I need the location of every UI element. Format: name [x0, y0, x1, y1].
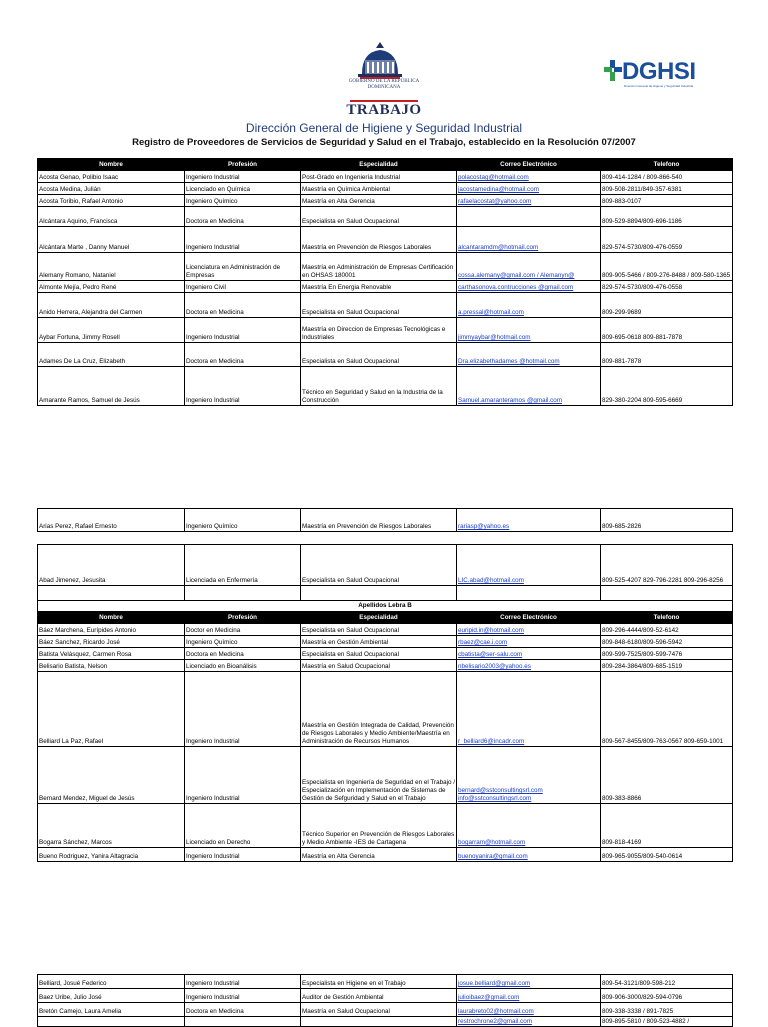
cell-telefono: 809-695-0618 809-881-7878: [601, 318, 733, 343]
email-link[interactable]: rafaelacostat@yahoo.com: [457, 195, 601, 207]
cell-telefono: 809-284-3864/809-685-1519: [601, 660, 733, 672]
cell-telefono: 809-818-4169: [601, 804, 733, 848]
cell-telefono: 809-525-4207 829-796-2281 809-296-8256: [601, 545, 733, 586]
cell-telefono: 809-567-8455/809-763-0567 809-659-1001: [601, 672, 733, 747]
email-link[interactable]: polacostag@hotmail.com: [457, 171, 601, 183]
email-link[interactable]: alcantaramdm@hotmail.com: [457, 227, 601, 253]
cell-telefono: 829-574-5730/809-476-0558: [601, 281, 733, 293]
cell-profesion: Ingeniero Químico: [185, 509, 301, 532]
cell-especialidad: Maestría en Gestión Ambiental: [301, 636, 457, 648]
email-link[interactable]: rbaez@cae.i.com: [457, 636, 601, 648]
table-row: [38, 183, 733, 195]
column-header-profesion: Profesión: [185, 159, 301, 171]
table-row: [38, 545, 733, 586]
cell-especialidad: Especialista en Salud Ocupacional: [301, 624, 457, 636]
cell-especialidad: Maestría en Prevención de Riesgos Laborales: [301, 509, 457, 532]
cell-profesion: Doctora en Medicina: [185, 648, 301, 660]
table-row: [38, 747, 733, 804]
cell-profesion: Ingeniero Industrial: [185, 171, 301, 183]
email-link[interactable]: restrochrone2@gmail.com: [457, 1017, 601, 1027]
table-row: [38, 253, 733, 281]
cell-nombre: Anido Herrera, Alejandra del Carmen: [38, 293, 185, 318]
cell-telefono: 809-414-1284 / 809-866-540: [601, 171, 733, 183]
cell-nombre: Amarante Ramos, Samuel de Jesús: [38, 367, 185, 406]
table-row: [38, 804, 733, 848]
cell-nombre: [38, 1017, 185, 1027]
email-link[interactable]: bogarram@hotmail.com: [457, 804, 601, 848]
dghsi-logo-subtitle: Dirección General de Higiene y Seguridad Industrial: [624, 84, 694, 88]
cell-profesion: Licenciado en Química: [185, 183, 301, 195]
table-row: [38, 636, 733, 648]
table-row: [38, 343, 733, 367]
cell-nombre: Bogarra Sánchez, Marcos: [38, 804, 185, 848]
email-link[interactable]: r_belliard6@incadr.com: [457, 672, 601, 747]
cell-telefono: 809-508-2811/849-357-6381: [601, 183, 733, 195]
table-row: [38, 207, 733, 227]
email-link[interactable]: jimmyaybar@hotmail.com: [457, 318, 601, 343]
cell-nombre: Acosta Medina, Julián: [38, 183, 185, 195]
cell-telefono: 809-599-7525/809-599-7476: [601, 648, 733, 660]
table-row: [38, 1017, 733, 1027]
cell-telefono: 809-881-7878: [601, 343, 733, 367]
cell-profesion: Ingeniero Industrial: [185, 989, 301, 1003]
cell-telefono: 809-905-5466 / 809-276-8488 / 809-580-1365: [601, 253, 733, 281]
cell-nombre: Almonte Mejía, Pedro René: [38, 281, 185, 293]
email-link[interactable]: julioibaez@gmail.com: [457, 989, 601, 1003]
cell-nombre: Batista Velásquez, Carmen Rosa: [38, 648, 185, 660]
cell-especialidad: Especialista en Salud Ocupacional: [301, 293, 457, 318]
email-link[interactable]: cossa.alemany@gmail.com / Alemanyn@: [457, 253, 601, 281]
table-row: [38, 1003, 733, 1017]
cell-nombre: Belisario Batista, Nelson: [38, 660, 185, 672]
cell-telefono: 809-338-3338 / 891-7825: [601, 1003, 733, 1017]
cell-nombre: Adames De La Cruz, Elizabeth: [38, 343, 185, 367]
email-link[interactable]: a.pressal@hotmail.com: [457, 293, 601, 318]
email-link[interactable]: bernard@sstconsultingsrl.com info@sstconsultingsrl.com: [457, 747, 601, 804]
table-row: [38, 281, 733, 293]
cell-telefono: 809-296-4444/809-52-6142: [601, 624, 733, 636]
cell-profesion: Ingeniero Industrial: [185, 367, 301, 406]
cell-especialidad: Auditor de Gestión Ambiental: [301, 989, 457, 1003]
cell-profesion: Ingeniero Industrial: [185, 672, 301, 747]
cell-especialidad: Maestría en Química Ambiental: [301, 183, 457, 195]
cell-profesion: Ingeniero Industrial: [185, 747, 301, 804]
column-header-profesion: Profesión: [185, 612, 301, 624]
email-link[interactable]: carthasonova.contrucciones @gmail.com: [457, 281, 601, 293]
table-row: [38, 367, 733, 406]
cell-especialidad: Técnico en Seguridad y Salud en la Industria de la Construcción: [301, 367, 457, 406]
table-row: [38, 648, 733, 660]
cell-telefono: 809-965-9055/809-540-0614: [601, 848, 733, 862]
cell-telefono: 809-383-8866: [601, 747, 733, 804]
table-row: [38, 989, 733, 1003]
email-link[interactable]: cbatista@ser-salu.com: [457, 648, 601, 660]
email-link[interactable]: nbelisario2003@yahoo.es: [457, 660, 601, 672]
cell-especialidad: Especialista en Salud Ocupacional: [301, 648, 457, 660]
cell-especialidad: Maestría en Gestión Integrada de Calidad, Prevención de Riesgos Laborales y Medio Ambiente/Maestría en Administración de Recursos Humanos: [301, 672, 457, 747]
column-header-especialidad: Especialidad: [301, 612, 457, 624]
table-header-row: [38, 159, 733, 171]
email-link[interactable]: josue.belliard@gmail.com: [457, 975, 601, 989]
column-header-correo: Correo Electrónico: [457, 159, 601, 171]
cell-profesion: Ingeniero Químico: [185, 195, 301, 207]
table-spacer-row: [38, 586, 733, 601]
email-link[interactable]: buenoyanira@gmail.com: [457, 848, 601, 862]
cell-telefono: 809-529-8894/809-696-1186: [601, 207, 733, 227]
cell-telefono: 809-883-0107: [601, 195, 733, 207]
cell-especialidad: Maestría en Salud Ocupacional: [301, 660, 457, 672]
seal-caption: GOBIERNO DE LA REPÚBLICA DOMINICANA: [348, 79, 420, 90]
cell-especialidad: Maestría en Prevención de Riesgos Laborales: [301, 227, 457, 253]
cell-telefono: 809-685-2826: [601, 509, 733, 532]
email-link: [457, 207, 601, 227]
cell-telefono: 829-380-2204 809-595-6669: [601, 367, 733, 406]
cell-telefono: 809-54-3121/809-598-212: [601, 975, 733, 989]
providers-table-b-continued: [37, 974, 733, 1027]
column-header-nombre: Nombre: [38, 612, 185, 624]
email-link[interactable]: Samuel.amaranteramos @gmail.com: [457, 367, 601, 406]
document-header: [0, 0, 768, 155]
providers-table-b: [37, 544, 733, 862]
cell-profesion: Licenciado en Derecho: [185, 804, 301, 848]
cell-nombre: Báez Sanchez, Ricardo José: [38, 636, 185, 648]
cell-nombre: Baez Uribe, Julio José: [38, 989, 185, 1003]
cell-profesion: Doctora en Medicina: [185, 1003, 301, 1017]
cell-especialidad: Especialista en Salud Ocupacional: [301, 343, 457, 367]
table-row: [38, 848, 733, 862]
cell-nombre: Alcántara Marte , Danny Manuel: [38, 227, 185, 253]
cell-telefono: 809-848-6180/809-596-5942: [601, 636, 733, 648]
cell-especialidad: Maestría en Alta Gerencia: [301, 848, 457, 862]
column-header-telefono: Telefono: [601, 612, 733, 624]
cell-telefono: 809-299-9689: [601, 293, 733, 318]
cell-profesion: Ingeniero Químico: [185, 636, 301, 648]
column-header-nombre: Nombre: [38, 159, 185, 171]
cell-profesion: Licenciado en Bioanálisis: [185, 660, 301, 672]
cell-especialidad: Maestría en Administración de Empresas Certificación en OHSAS 180001: [301, 253, 457, 281]
table-row: [38, 509, 733, 532]
table-row: [38, 195, 733, 207]
email-link[interactable]: Dra.elizabethadames @hotmail.com: [457, 343, 601, 367]
email-link[interactable]: jacostamedina@hotmail.com: [457, 183, 601, 195]
email-link[interactable]: euripid.in@hotmail.com: [457, 624, 601, 636]
providers-table-arias: [37, 508, 733, 532]
cell-profesion: Doctora en Medicina: [185, 207, 301, 227]
email-link[interactable]: LIC.abad@hotmail.com: [457, 545, 601, 586]
cell-especialidad: Maestría En Energia Renovable: [301, 281, 457, 293]
cell-nombre: Belliard La Paz, Rafael: [38, 672, 185, 747]
cell-profesion: Ingeniero Industrial: [185, 318, 301, 343]
cell-especialidad: Especialista en Salud Ocupacional: [301, 545, 457, 586]
cell-profesion: Ingeniero Industrial: [185, 848, 301, 862]
cell-profesion: Licenciatura en Administración de Empresas: [185, 253, 301, 281]
table-header-row-b: [38, 612, 733, 624]
cell-nombre: Arias Perez, Rafael Ernesto: [38, 509, 185, 532]
cell-profesion: Ingeniero Industrial: [185, 975, 301, 989]
cell-nombre: Abad Jimenez, Jesusita: [38, 545, 185, 586]
cell-nombre: Báez Marchena, Eurípides Antonio: [38, 624, 185, 636]
column-header-correo: Correo Electrónico: [457, 612, 601, 624]
cell-especialidad: Post-Grado en Ingeniería Industrial: [301, 171, 457, 183]
cell-profesion: Ingeniero Industrial: [185, 227, 301, 253]
cell-profesion: Doctor en Medicina: [185, 624, 301, 636]
table-row: [38, 975, 733, 989]
table-row: [38, 318, 733, 343]
section-row: [38, 601, 733, 612]
email-link[interactable]: laurabreto02@hotmail.com: [457, 1003, 601, 1017]
table-row: [38, 293, 733, 318]
table-row: [38, 672, 733, 747]
cell-telefono: 809-895-5810 / 809-523-4882 /: [601, 1017, 733, 1027]
cell-especialidad: Maestría en Salud Ocupacional: [301, 1003, 457, 1017]
cell-especialidad: Especialista en Ingeniería de Seguridad en el Trabajo / Especialización en Implementación de Sistemas de Gestión de Sefguridad y Salud en el Trabajo: [301, 747, 457, 804]
coat-of-arms-icon: [348, 40, 412, 102]
document-title: Dirección General de Higiene y Seguridad Industrial: [245, 121, 523, 135]
cell-telefono: 809-906-3000/829-594-0796: [601, 989, 733, 1003]
cell-nombre: Acosta Toribio, Rafael Antonio: [38, 195, 185, 207]
cell-nombre: Bernard Mendez, Miguel de Jesús: [38, 747, 185, 804]
cell-especialidad: Especialista en Higiene en el Trabajo: [301, 975, 457, 989]
providers-table-a: [37, 158, 733, 406]
cell-especialidad: Maestría en Direccion de Empresas Tecnológicas e Industriales: [301, 318, 457, 343]
dghsi-logo-text: DGHSI: [622, 58, 696, 85]
cell-nombre: Bueno Rodriguez, Yanira Altagracia: [38, 848, 185, 862]
cell-telefono: 829-574-5730/809-476-0559: [601, 227, 733, 253]
column-header-especialidad: Especialidad: [301, 159, 457, 171]
section-label: Apellidos Lebra B: [38, 601, 733, 612]
document-subtitle: Registro de Proveedores de Servicios de Seguridad y Salud en el Trabajo, establecido en la Resolución 07/2007: [132, 137, 636, 148]
cell-profesion: [185, 1017, 301, 1027]
cell-especialidad: Técnico Superior en Prevención de Riesgos Laborales y Medio Ambiente -IES de Cartagena: [301, 804, 457, 848]
cell-profesion: Ingeniero Civil: [185, 281, 301, 293]
cell-nombre: Alcántara Aquino, Francisca: [38, 207, 185, 227]
ministry-name: TRABAJO: [346, 102, 422, 118]
cell-nombre: Acosta Genao, Polibio Isaac: [38, 171, 185, 183]
table-row: [38, 660, 733, 672]
cell-profesion: Licenciada en Enfermería: [185, 545, 301, 586]
cell-especialidad: Maestría en Alta Gerencia: [301, 195, 457, 207]
cell-profesion: Doctora en Medicina: [185, 343, 301, 367]
table-row: [38, 227, 733, 253]
column-header-telefono: Telefono: [601, 159, 733, 171]
cell-especialidad: Especialista en Salud Ocupacional: [301, 207, 457, 227]
cell-nombre: Belliard, Josué Federico: [38, 975, 185, 989]
cell-especialidad: [301, 1017, 457, 1027]
cell-nombre: Alemany Romano, Nataniel: [38, 253, 185, 281]
cell-nombre: Aybar Fortuna, Jimmy Rosell: [38, 318, 185, 343]
email-link[interactable]: rariasp@yahoo.es: [457, 509, 601, 532]
table-row: [38, 171, 733, 183]
cell-nombre: Bretón Camejo, Laura Amelia: [38, 1003, 185, 1017]
cell-profesion: Doctora en Medicina: [185, 293, 301, 318]
table-row: [38, 624, 733, 636]
